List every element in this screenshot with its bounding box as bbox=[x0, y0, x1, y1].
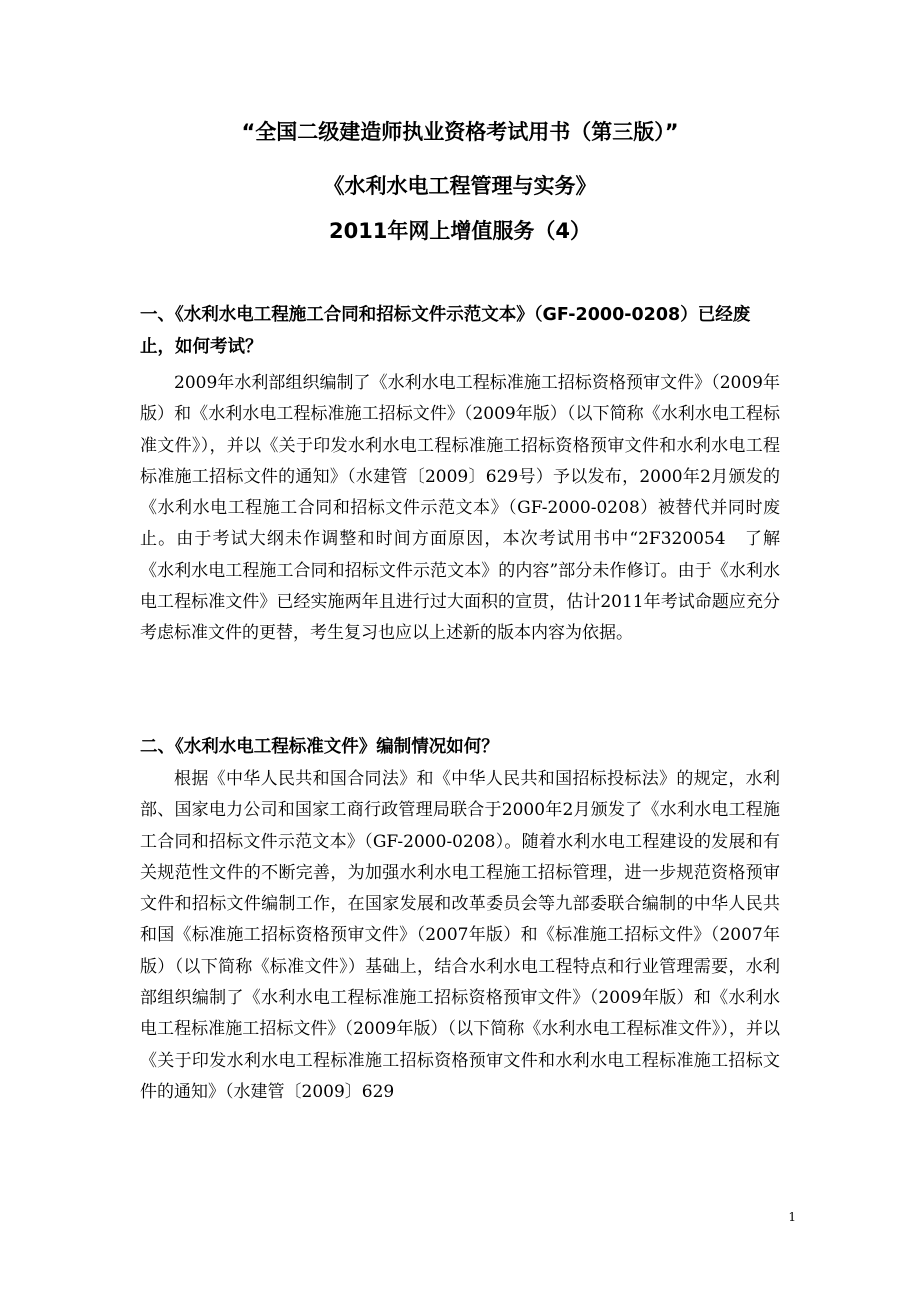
document-title-series: “全国二级建造师执业资格考试用书（第三版）” bbox=[241, 120, 679, 144]
document-title-subject: 《水利水电工程管理与实务》 bbox=[323, 174, 597, 198]
section-2-heading-text: 二、《水利水电工程标准文件》编制情况如何？ bbox=[140, 737, 499, 757]
section-1-heading-text: 一、《水利水电工程施工合同和招标文件示范文本》（GF-2000-0208）已经废止，如何考试？ bbox=[140, 305, 751, 357]
document-title-service: 2011年网上增值服务（4） bbox=[328, 219, 592, 243]
section-1-paragraph: 2009年水利部组织编制了《水利水电工程标准施工招标资格预审文件》（2009年版）和《水利水电工程标准施工招标文件》（2009年版）（以下简称《水利水电工程标准文件》），并以《关于印发水利水电工程标准施工招标资格预审文件和水利水电工程标准施工招标文件的通知》（水建管〔2009〕629号）予以发布，2000年2月颁发的《水利水电工程施工合同和招标文件示范文本》（GF-2000-0208）被替代并同时废止。由于考试大纲未作调整和时间方面原因，本次考试用书中“2F320054 了解《水利水电工程施工合同和招标文件示范文本》的内容”部分未作修订。由于《水利水电工程标准文件》已经实施两年且进行过大面积的宣贯，估计2011年考试命题应充分考虑标准文件的更替，考生复习也应以上述新的版本内容为依据。 bbox=[140, 373, 780, 644]
page-number: 1 bbox=[788, 1210, 796, 1224]
section-2-heading bbox=[140, 731, 780, 763]
section-1-body bbox=[140, 368, 780, 650]
section-2-paragraph: 根据《中华人民共和国合同法》和《中华人民共和国招标投标法》的规定，水利部、国家电力公司和国家工商行政管理局联合于2000年2月颁发了《水利水电工程施工合同和招标文件示范文本》（GF-2000-0208）。随着水利水电工程建设的发展和有关规范性文件的不断完善，为加强水利水电工程施工招标管理，进一步规范资格预审文件和招标文件编制工作，在国家发展和改革委员会等九部委联合编制的中华人民共和国《标准施工招标资格预审文件》（2007年版）和《标准施工招标文件》（2007年版）（以下简称《标准文件》）基础上，结合水利水电工程特点和行业管理需要，水利部组织编制了《水利水电工程标准施工招标资格预审文件》（2009年版）和《水利水电工程标准施工招标文件》（2009年版）（以下简称《水利水电工程标准文件》），并以《关于印发水利水电工程标准施工招标资格预审文件和水利水电工程标准施工招标文件的通知》（水建管〔2009〕629 bbox=[140, 769, 780, 1102]
section-1-heading bbox=[140, 299, 780, 363]
section-2-body bbox=[140, 764, 780, 1108]
